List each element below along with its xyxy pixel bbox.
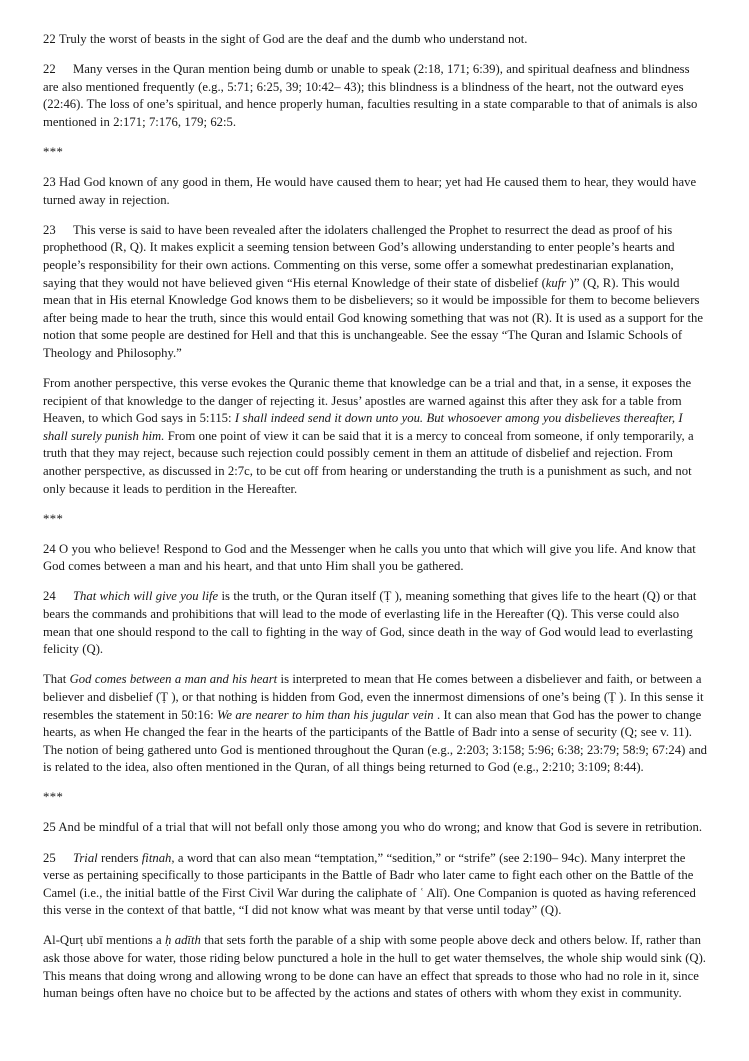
italic-phrase: Trial [73, 850, 98, 865]
text-run: Many verses in the Quran mention being dumb or unable to speak (2:18, 171; 6:39), and spiritual deafness and blindness are also mentioned frequently (e.g., 5:71; 6:25, 39; 10:42– 43); this blindness is a blindness of the heart, not the outward eyes (22:46). The loss of one’s spiritual, and hence properly human, faculties resulting in a state comparable to that of animals is also mentioned in 2:171; 7:176, 179; 62:5. [43, 62, 698, 129]
text-run: That [43, 672, 70, 687]
commentary-24 [43, 588, 708, 658]
italic-phrase: I shall indeed send it down unto you. But whosoever among you disbelieves thereafter, I shall surely punish him. [43, 411, 683, 443]
verse-translation-24 [43, 541, 708, 576]
verse-number: 22 [43, 62, 56, 77]
section-divider-1 [43, 144, 708, 162]
italic-phrase: fitnah, [141, 850, 175, 865]
italic-phrase: God comes between a man and his heart [69, 672, 278, 687]
text-run: 24 O you who believe! Respond to God and the Messenger when he calls you unto that which will give you life. And know that God comes between a man and his heart, and that unto Him shall you be gathered. [43, 541, 696, 574]
text-run: *** [43, 790, 64, 805]
text-run: )” (Q, R). This would mean that in His eternal Knowledge God knows them to be disbelievers; so it would be impossible for them to become believers after being made to hear the truth, since this would entail God knowing something that was not (R). It is used as a support for the notion that some people are destined for Hell and that this is unchangeable. See the essay “The Quran and Islamic Schools of Theology and Philosophy.” [43, 275, 704, 360]
commentary-23-continued [43, 375, 708, 498]
commentary-25-continued [43, 932, 708, 1002]
verse-number: 25 [43, 850, 56, 865]
text-run: 23 Had God known of any good in them, He would have caused them to hear; yet had He caused them to hear, they would have turned away in rejection. [43, 175, 697, 207]
page-content [43, 31, 708, 1003]
text-run: is the truth, or the Quran itself (Ṭ ), meaning something that gives life to the heart (Q) or that bears the commands and prohibitions that will lead to the mode of everlasting life in the Hereafter (Q). This verse could also mean that one should respond to the call to fighting in the way of God, since death in the way of God would lead to everlasting felicity (Q). [43, 589, 697, 657]
text-run: that sets forth the parable of a ship with some people above deck and others below. If, rather than ask those above for water, those riding below punctured a hole in the hull to get water themselves, the whole ship would sink (Q). This means that doing wrong and allowing wrong to be done can have an effect that spreads to those who had no role in it, since human beings often have no choice but to be affected by the actions and states of others with whom they exist in community. [43, 933, 706, 1001]
verse-translation-23 [43, 174, 708, 209]
text-run: . It can also mean that God has the power to change hearts, as when He changed the fear in the hearts of the participants of the Battle of Badr into a sense of security (Q; see v. 11). The notion of being gathered unto God is mentioned throughout the Quran (e.g., 2:203; 3:158; 5:96; 6:38; 23:79; 58:9; 67:24) and is related to the idea, also often mentioned in the Quran, of all things being returned to God (e.g., 2:210; 3:109; 8:44). [43, 707, 708, 775]
text-run: renders [97, 850, 142, 865]
text-run: 22 Truly the worst of beasts in the sight of God are the deaf and the dumb who understand not. [43, 32, 528, 46]
commentary-22 [43, 61, 708, 131]
text-run: 25 And be mindful of a trial that will not befall only those among you who do wrong; and know that God is severe in retribution. [43, 820, 703, 835]
verse-translation-22 [43, 31, 708, 49]
section-divider-2 [43, 511, 708, 529]
commentary-23 [43, 222, 708, 363]
text-run: From one point of view it can be said that it is a mercy to conceal from someone, if only temporarily, a truth that they may reject, because such rejection could possibly cement in them an attitude of disbelief and rejection. From another perspective, as discussed in 2:7c, to be cut off from hearing or understanding the truth is a punishment as such, and not only because it leads to perdition in the Hereafter. [43, 428, 694, 496]
text-run: This verse is said to have been revealed after the idolaters challenged the Prophet to resurrect the dead as proof of his prophethood (R, Q). It makes explicit a seeming tension between God’s allowing understanding to enter people’s hearts and people’s responsibility for their own actions. Commenting on this verse, some offer a somewhat predestinarian explanation, saying that they would not have believed given “His eternal Knowledge of their state of disbelief ( [43, 222, 675, 290]
text-run: a word that can also mean “temptation,” “sedition,” or “strife” (see 2:190– 94c). Many interpret the verse as pertaining specifically to those participants in the Battle of Badr who later came to fight each other on the Battle of the Camel (i.e., the initial battle of the First Civil War during the caliphate of ʿ Alī). One Companion is quoted as having referenced this verse in the context of that battle, “I did not know what was meant by that verse until today” (Q). [43, 850, 696, 918]
text-run: *** [43, 511, 64, 526]
italic-phrase: ḥ adīth [165, 933, 201, 948]
italic-phrase: kufr [545, 275, 570, 290]
verse-number: 23 [43, 222, 56, 237]
italic-phrase: We are nearer to him than his jugular vein [217, 707, 437, 722]
commentary-24-continued [43, 671, 708, 777]
verse-number: 24 [43, 589, 56, 604]
text-run: From another perspective, this verse evokes the Quranic theme that knowledge can be a trial and that, in a sense, it exposes the recipient of that knowledge to the danger of rejecting it. Jesus’ apostles are warned against this after they ask for a table from Heaven, to which God says in 5:115: [43, 376, 692, 426]
italic-phrase: That which will give you life [73, 589, 219, 604]
section-divider-3 [43, 789, 708, 807]
text-run: is interpreted to mean that He comes between a disbeliever and faith, or between a believer and disbelief (Ṭ ), or that nothing is hidden from God, even the innermost dimensions of one’s being (Ṭ ). In this sense it resembles the statement in 50:16: [43, 672, 704, 722]
commentary-25 [43, 850, 708, 920]
verse-translation-25 [43, 819, 708, 837]
text-run: Al-Qurṭ ubī mentions a [43, 933, 166, 948]
text-run: *** [43, 144, 64, 159]
